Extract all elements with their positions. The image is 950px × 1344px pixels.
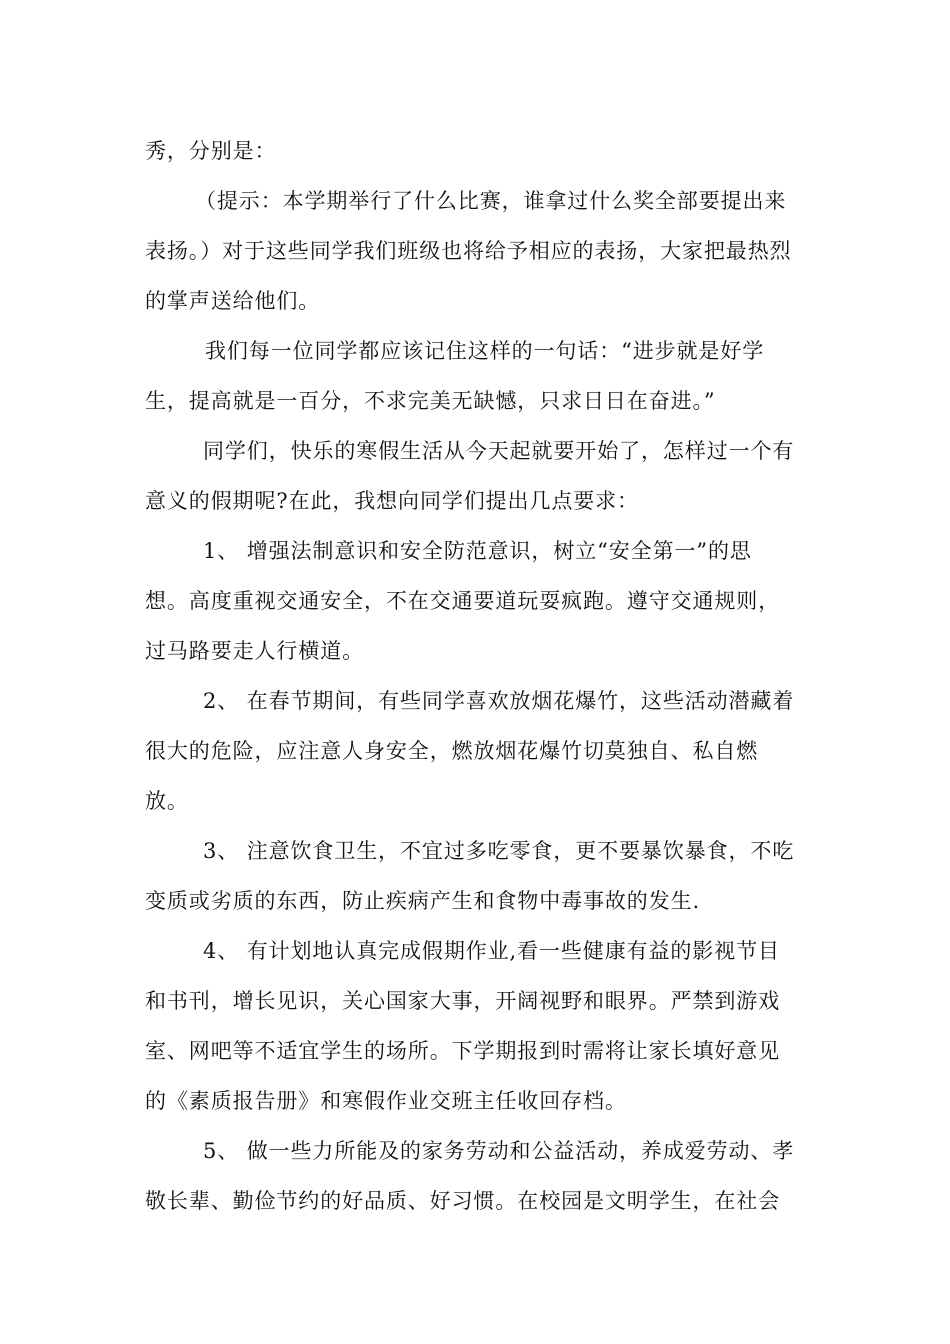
text-line: 秀，分别是： (145, 139, 277, 163)
text-line: 4、 有计划地认真完成假期作业,看一些健康有益的影视节目 (203, 939, 780, 963)
paragraph-4 (145, 426, 810, 526)
text-line: 想。高度重视交通安全，不在交通要道玩耍疯跑。遵守交通规则， (145, 589, 781, 613)
text-line: 的《素质报告册》和寒假作业交班主任收回存档。 (145, 1089, 627, 1113)
text-line: （提示：本学期举行了什么比赛，谁拿过什么奖全部要提出来 (195, 189, 787, 213)
text-line: 很大的危险，应注意人身安全，燃放烟花爆竹切莫独自、私自燃 (145, 739, 759, 763)
paragraph-3 (145, 326, 810, 426)
text-line: 过马路要走人行横道。 (145, 639, 364, 663)
text-line: 2、 在春节期间，有些同学喜欢放烟花爆竹，这些活动潜藏着 (203, 689, 795, 713)
text-line: 3、 注意饮食卫生，不宜过多吃零食，更不要暴饮暴食，不吃 (203, 839, 795, 863)
text-line: 1、 增强法制意识和安全防范意识，树立“安全第一”的思 (203, 539, 752, 563)
list-item-4 (145, 926, 810, 1126)
text-line: 的掌声送给他们。 (145, 289, 321, 313)
list-item-3 (145, 826, 810, 926)
text-line: 生，提高就是一百分，不求完美无缺憾，只求日日在奋进。” (145, 389, 716, 413)
text-line: 和书刊，增长见识，关心国家大事，开阔视野和眼界。严禁到游戏 (145, 989, 781, 1013)
text-line: 放。 (145, 789, 189, 813)
text-line: 同学们，快乐的寒假生活从今天起就要开始了，怎样过一个有 (203, 439, 795, 463)
text-line: 室、网吧等不适宜学生的场所。下学期报到时需将让家长填好意见 (145, 1039, 781, 1063)
text-line: 变质或劣质的东西，防止疾病产生和食物中毒事故的发生. (145, 889, 701, 913)
text-line: 表扬。）对于这些同学我们班级也将给予相应的表扬，大家把最热烈 (145, 239, 792, 263)
text-line: 意义的假期呢?在此，我想向同学们提出几点要求： (145, 489, 639, 513)
text-line: 5、 做一些力所能及的家务劳动和公益活动，养成爱劳动、孝 (203, 1139, 795, 1163)
paragraph-2 (145, 176, 810, 326)
text-line: 敬长辈、勤俭节约的好品质、好习惯。在校园是文明学生，在社会 (145, 1189, 781, 1213)
list-item-1 (145, 526, 810, 676)
list-item-5 (145, 1126, 810, 1226)
text-line: 我们每一位同学都应该记住这样的一句话：“进步就是好学 (205, 339, 765, 363)
list-item-2 (145, 676, 810, 826)
paragraph-1 (145, 126, 810, 176)
